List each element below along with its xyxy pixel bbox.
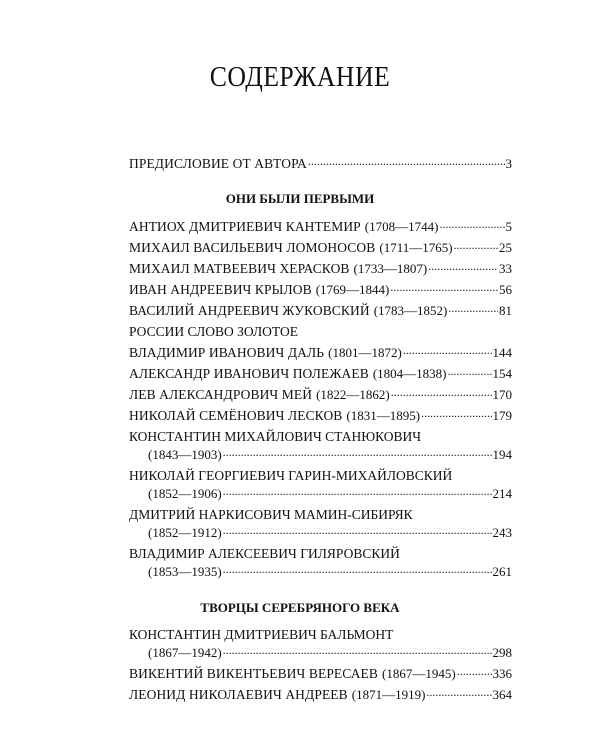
toc-entry-name: МИХАИЛ МАТВЕЕВИЧ ХЕРАСКОВ [129,261,350,276]
toc-entry-years: (1843—1903) [148,447,222,462]
toc-entry[interactable] [129,386,512,404]
toc-entry-years: (1711—1765) [379,240,453,255]
dot-leader [308,152,505,170]
toc-page-number: 179 [492,408,512,423]
toc-entry-name: МИХАИЛ ВАСИЛЬЕВИЧ ЛОМОНОСОВ [129,240,376,255]
toc-entry-name: КОНСТАНТИН ДМИТРИЕВИЧ БАЛЬМОНТ [129,627,394,642]
section-heading: ТВОРЦЫ СЕРЕБРЯНОГО ВЕКА [200,600,400,615]
toc-entry[interactable] [148,524,512,542]
toc-entry-name: ВАСИЛИЙ АНДРЕЕВИЧ ЖУКОВСКИЙ [129,303,370,318]
toc-entry-name: КОНСТАНТИН МИХАЙЛОВИЧ СТАНЮКОВИЧ [129,429,422,444]
toc-entry[interactable] [129,344,512,362]
dot-leader [223,482,492,500]
dot-leader [223,443,492,461]
toc-entry[interactable] [129,218,512,236]
dot-leader [223,641,492,659]
dot-leader [428,257,498,275]
toc-entry-years: (1831—1895) [346,408,421,423]
toc-entry[interactable] [129,665,512,683]
toc-entry[interactable] [148,446,512,464]
toc-entry-years: (1804—1838) [372,366,447,381]
toc-entry-years: (1853—1935) [148,564,222,579]
toc-entry[interactable] [129,302,512,320]
dot-leader [223,560,492,578]
toc-entry[interactable] [129,407,512,425]
dot-leader [390,278,498,296]
dot-leader [448,299,498,317]
dot-leader [426,683,491,701]
toc-page-number: 261 [492,564,512,579]
toc-page-number: 3 [505,156,512,171]
toc-entry-years: (1871—1919) [351,687,426,702]
toc-entry[interactable] [129,260,512,278]
toc-entry[interactable] [129,686,512,704]
toc-entry-preface[interactable] [129,155,512,173]
toc-entry-years: (1783—1852) [373,303,448,318]
toc-page-number: 364 [492,687,512,702]
dot-leader [457,662,492,680]
toc-entry-name: АЛЕКСАНДР ИВАНОВИЧ ПОЛЕЖАЕВ [129,366,369,381]
toc-entry-years: (1822—1862) [316,387,390,402]
toc-page-number: 25 [499,240,512,255]
dot-leader [448,362,492,380]
dot-leader [454,236,498,254]
toc-entry-name: ЛЕВ АЛЕКСАНДРОВИЧ МЕЙ [129,387,313,402]
toc-entry-years: (1801—1872) [328,345,402,360]
toc-page-number: 144 [492,345,512,360]
toc-entry-years: (1852—1912) [148,525,222,540]
section-heading: ОНИ БЫЛИ ПЕРВЫМИ [225,191,375,206]
toc-page-number: 5 [505,219,512,234]
dot-leader [421,404,491,422]
toc-entry-years: (1708—1744) [364,219,439,234]
toc-page-number: 194 [492,447,512,462]
toc-entry[interactable] [148,644,512,662]
toc-entry-name: ВИКЕНТИЙ ВИКЕНТЬЕВИЧ ВЕРЕСАЕВ [129,666,379,681]
toc-entry-name: ВЛАДИМИР ИВАНОВИЧ ДАЛЬ [129,345,325,360]
toc-entry-name: ПРЕДИСЛОВИЕ ОТ АВТОРА [129,156,307,171]
toc-entry-name: ДМИТРИЙ НАРКИСОВИЧ МАМИН-СИБИРЯК [129,507,413,522]
toc-entry-name: ВЛАДИМИР АЛЕКСЕЕВИЧ ГИЛЯРОВСКИЙ [129,546,400,561]
dot-leader [439,215,504,233]
toc-page-number: 81 [499,303,512,318]
toc-entry-years: (1867—1942) [148,645,222,660]
toc-page-number: 56 [499,282,512,297]
toc-page-number: 33 [499,261,512,276]
toc-entry[interactable] [129,239,512,257]
dot-leader [223,521,492,539]
toc-entry-name: АНТИОХ ДМИТРИЕВИЧ КАНТЕМИР [129,219,361,234]
page-title: СОДЕРЖАНИЕ [209,62,391,93]
dot-leader [391,383,492,401]
toc-page-number: 298 [492,645,512,660]
toc-page-number: 170 [492,387,512,402]
toc-entry[interactable] [129,281,512,299]
toc-entry[interactable] [129,365,512,383]
toc-entry-years: (1733—1807) [353,261,428,276]
toc-entry[interactable] [148,563,512,581]
toc-entry-name: ИВАН АНДРЕЕВИЧ КРЫЛОВ [129,282,312,297]
toc-entry[interactable] [148,485,512,503]
toc-entry-years: (1769—1844) [315,282,390,297]
toc-page-number: 336 [492,666,512,681]
toc-entry-years: (1867—1945) [382,666,456,681]
toc-entry-name: ЛЕОНИД НИКОЛАЕВИЧ АНДРЕЕВ [129,687,348,702]
toc-entry-years: (1852—1906) [148,486,222,501]
toc-part-heading: РОССИИ СЛОВО ЗОЛОТОЕ [129,324,298,339]
dot-leader [403,341,492,359]
toc-entry-name: НИКОЛАЙ ГЕОРГИЕВИЧ ГАРИН-МИХАЙЛОВСКИЙ [129,468,453,483]
toc-page-number: 243 [492,525,512,540]
toc-page-number: 154 [492,366,512,381]
toc-entry-name: НИКОЛАЙ СЕМЁНОВИЧ ЛЕСКОВ [129,408,343,423]
toc-page-number: 214 [492,486,512,501]
